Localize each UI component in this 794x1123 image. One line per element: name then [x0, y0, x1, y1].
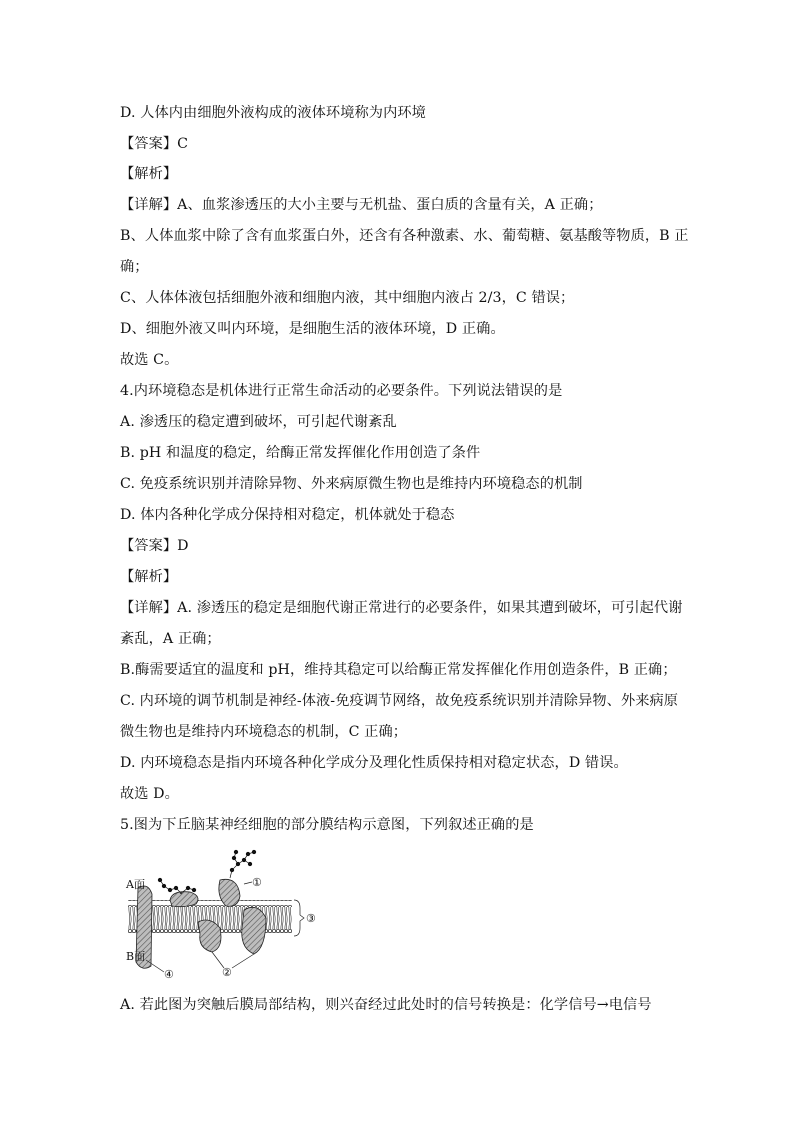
text-line: 紊乱，A 正确；	[120, 631, 221, 647]
label-2: ②	[222, 966, 232, 979]
text-line: 【解析】	[120, 166, 178, 182]
side-a-label: A面	[126, 878, 145, 891]
option-a: A. 若此图为突触后膜局部结构，则兴奋经过此处时的信号转换是：化学信号→电信号	[120, 997, 652, 1013]
text-line: 微生物也是维持内环境稳态的机制，C 正确；	[120, 724, 408, 740]
side-b-label: B面	[126, 950, 146, 963]
question-stem: 4.内环境稳态是机体进行正常生命活动的必要条件。下列说法错误的是	[120, 383, 563, 399]
label-4: ④	[164, 968, 174, 981]
label-1: ①	[252, 876, 262, 889]
membrane-protein	[242, 907, 266, 954]
question-stem: 5.图为下丘脑某神经细胞的部分膜结构示意图，下列叙述正确的是	[120, 817, 534, 833]
text-line: 故选 D。	[120, 786, 179, 802]
option-b: B. pH 和温度的稳定，给酶正常发挥催化作用创造了条件	[120, 445, 481, 461]
text-line: D、细胞外液又叫内环境，是细胞生活的液体环境，D 正确。	[120, 321, 505, 337]
option-c: C. 免疫系统识别并清除异物、外来病原微生物也是维持内环境稳态的机制	[120, 476, 583, 492]
option-d: D. 体内各种化学成分保持相对稳定，机体就处于稳态	[120, 507, 455, 523]
answer-label: 【答案】D	[120, 538, 189, 554]
label-3: ③	[306, 912, 316, 925]
text-line: 【详解】A. 渗透压的稳定是细胞代谢正常进行的必要条件，如果其遭到破坏，可引起代谢	[120, 600, 683, 616]
text-line: 【答案】C	[120, 136, 189, 152]
text-line: 确；	[120, 259, 149, 275]
text-line: B.酶需要适宜的温度和 pH，维持其稳定可以给酶正常发挥催化作用创造条件，B 正确；	[120, 662, 677, 678]
text-line: 故选 C。	[120, 352, 179, 368]
text-line: C. 内环境的调节机制是神经-体液-免疫调节网络，故免疫系统识别并清除异物、外来病原	[120, 693, 679, 709]
option-a: A. 渗透压的稳定遭到破坏，可引起代谢紊乱	[120, 414, 397, 430]
text-line: D. 内环境稳态是指内环境各种化学成分及理化性质保持相对稳定状态，D 错误。	[120, 755, 628, 771]
analysis-label: 【解析】	[120, 569, 178, 585]
text-line: D. 人体内由细胞外液构成的液体环境称为内环境	[120, 105, 426, 121]
sugar-chain	[158, 850, 256, 894]
membrane-protein	[170, 892, 198, 907]
text-line: B、人体血浆中除了含有血浆蛋白外，还含有各种激素、水、葡萄糖、氨基酸等物质，B 正	[120, 228, 689, 244]
text-line: C、人体体液包括细胞外液和细胞内液，其中细胞内液占 2/3，C 错误；	[120, 290, 575, 306]
text-line: 【详解】A、血浆渗透压的大小主要与无机盐、蛋白质的含量有关，A 正确；	[120, 197, 603, 213]
membrane-diagram	[120, 848, 330, 988]
